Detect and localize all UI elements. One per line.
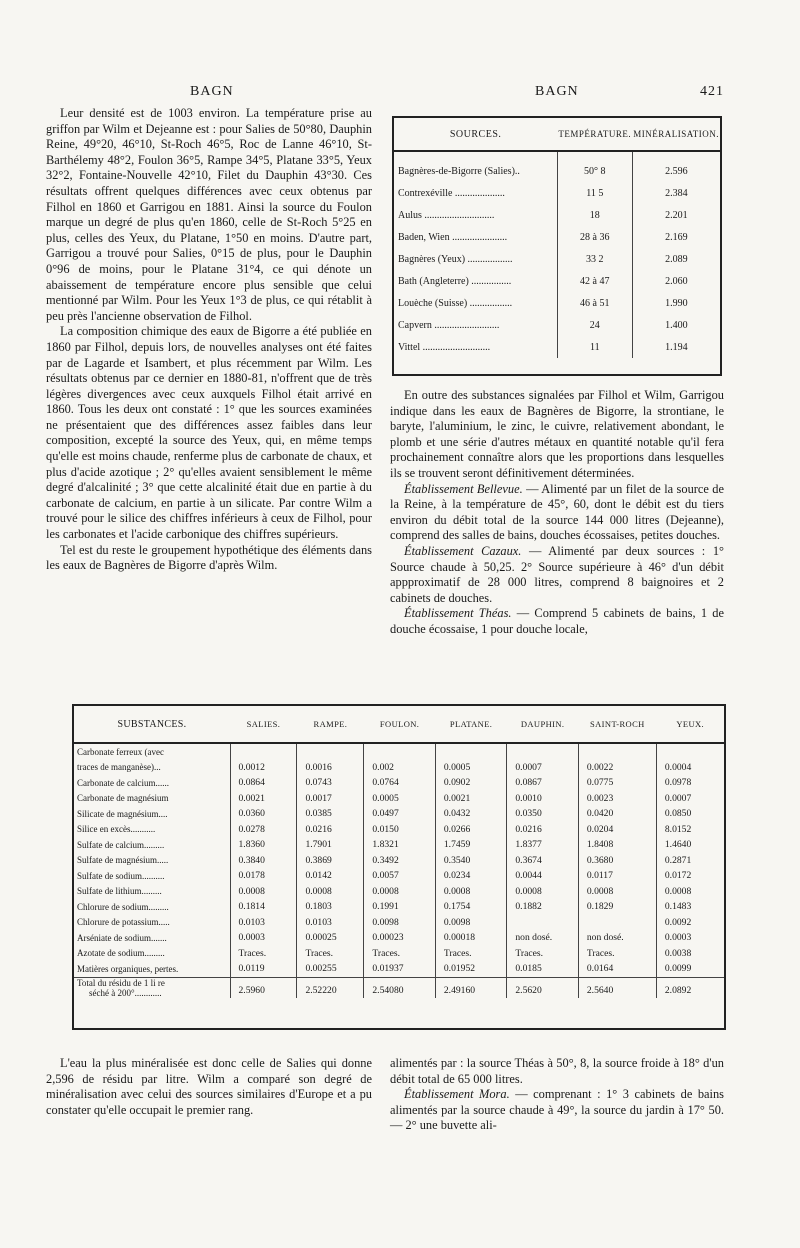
header-dauphin: DAUPHIN. <box>507 706 579 743</box>
cell-value: 0.0007 <box>656 791 724 807</box>
cell-min: 1.990 <box>632 292 720 314</box>
table-row <box>74 806 724 822</box>
cell-value: 0.0266 <box>435 822 507 838</box>
cell-value: 0.0021 <box>230 791 297 807</box>
cell-value: Traces. <box>435 946 507 962</box>
cell-temp: 11 <box>557 336 632 358</box>
header-salies: SALIES. <box>230 706 297 743</box>
cell-value: 0.0978 <box>656 775 724 791</box>
paragraph-lead: Établissement Mora. <box>404 1087 510 1102</box>
cell-value: 0.0350 <box>507 806 579 822</box>
paragraph: La composition chimique des eaux de Bigorre a été publiée en 1860 par Filhol, depuis lors, de nouvelles analyses ont été faites par de Lagarde et Isambert, et plus récemment par Wilm. Les résultats obtenus par ce dernier en 1880-81, n'offrent que de très légères divergences avec ceux auxquels Filhol était arrivé en 1860. Tous les deux ont constaté : 1° que les sources examinées ne présentaient que des différences assez faibles dans leur composition, excepté la source des Yeux, qui, en même temps qu'elle est moins chaude, renferme plus de carbonate de chaux, et plus d'acide azotique ; 2° qu'elles avaient sensiblement le même degré d'alcalinité ; 3° que cette alcalinité était due en partie à du carbonate de calcium, en partie à un silicate. Par contre Wilm a trouvé pour le silice des chiffres inférieurs à ceux de Filhol, pour les carbonates et l'acide carbonique des chiffres supérieurs. <box>46 324 372 542</box>
cell-substance: Carbonate de magnésium <box>77 793 169 804</box>
table-row <box>74 775 724 791</box>
cell-source: Bath (Angleterre) ................ <box>398 275 512 287</box>
cell-value: 0.0005 <box>435 760 507 776</box>
cell-value: 0.0117 <box>578 868 656 884</box>
cell-value: 0.0003 <box>230 930 297 946</box>
paragraph-text: — Comprend 5 cabinets de bains, 1 de douche écossaise, 1 pour douche locale, <box>390 606 724 636</box>
table-row <box>394 204 720 226</box>
header-temperature: TEMPÉRATURE. <box>557 118 632 151</box>
cell-value: 0.0278 <box>230 822 297 838</box>
cell-value <box>507 743 579 760</box>
cell-value: 0.1803 <box>297 899 364 915</box>
cell-temp: 42 à 47 <box>557 270 632 292</box>
cell-value: 0.0119 <box>230 961 297 977</box>
cell-min: 1.194 <box>632 336 720 358</box>
table-row <box>74 822 724 838</box>
cell-value: 0.0007 <box>507 760 579 776</box>
cell-value: 0.00023 <box>364 930 436 946</box>
cell-total: 2.0892 <box>656 977 724 998</box>
cell-value: 0.01952 <box>435 961 507 977</box>
cell-total: 2.5620 <box>507 977 579 998</box>
cell-temp: 50° 8 <box>557 160 632 182</box>
header-rampe: RAMPE. <box>297 706 364 743</box>
header-mineralisation: MINÉRALISATION. <box>632 118 720 151</box>
cell-substance: Azotate de sodium......... <box>77 948 165 959</box>
cell-substance: Carbonate de calcium...... <box>77 777 169 788</box>
cell-substance: Sulfate de sodium.......... <box>77 870 165 881</box>
cell-min: 2.384 <box>632 182 720 204</box>
table-row <box>394 270 720 292</box>
cell-value: 0.0216 <box>297 822 364 838</box>
cell-value: 0.0497 <box>364 806 436 822</box>
cell-value: 0.0008 <box>656 884 724 900</box>
cell-value <box>578 743 656 760</box>
cell-value: 0.0172 <box>656 868 724 884</box>
paragraph <box>390 544 724 606</box>
cell-value: 0.0420 <box>578 806 656 822</box>
cell-total: 2.49160 <box>435 977 507 998</box>
cell-value: Traces. <box>230 946 297 962</box>
cell-value: 0.0003 <box>656 930 724 946</box>
substances-table <box>72 704 726 1030</box>
cell-substance: Chlorure de potassium..... <box>77 917 170 928</box>
cell-value <box>230 743 297 760</box>
cell-min: 2.089 <box>632 248 720 270</box>
cell-value: 0.0185 <box>507 961 579 977</box>
cell-value: 0.3674 <box>507 853 579 869</box>
cell-value <box>507 915 579 931</box>
cell-substance: Arséniate de sodium....... <box>77 932 167 943</box>
cell-value: 0.0022 <box>578 760 656 776</box>
cell-value: 1.4640 <box>656 837 724 853</box>
cell-value: 0.0008 <box>435 884 507 900</box>
cell-value <box>364 743 436 760</box>
table-row <box>74 837 724 853</box>
header-sources: SOURCES. <box>394 118 557 151</box>
header-platane: PLATANE. <box>435 706 507 743</box>
cell-value: 0.0360 <box>230 806 297 822</box>
table-row <box>74 743 724 760</box>
paragraph <box>390 388 724 482</box>
cell-substance: Sulfate de calcium......... <box>77 839 165 850</box>
table-header-row <box>394 118 720 151</box>
cell-value: 0.0099 <box>656 961 724 977</box>
cell-value: 0.0038 <box>656 946 724 962</box>
cell-temp: 33 2 <box>557 248 632 270</box>
cell-value: non dosé. <box>578 930 656 946</box>
cell-value: 0.0008 <box>507 884 579 900</box>
paragraph: L'eau la plus minéralisée est donc celle de Salies qui donne 2,596 de résidu par litre. Wilm a comparé son degré de minéralisation avec celui des sources similaires d'Europe et a pu constater qu'elle occupait le premier rang. <box>46 1056 372 1117</box>
cell-value: 0.0016 <box>297 760 364 776</box>
cell-source: Bagnères-de-Bigorre (Salies).. <box>398 165 520 177</box>
paragraph-text: — Alimenté par deux sources : 1° Source chaude à 50,25. 2° Source supérieure à 46° d'un débit appproximatif de 28 000 litres, comprend 8 baignoires et 2 cabinets de douches. <box>390 543 724 605</box>
paragraph-text: — Alimenté par un filet de la source de la Reine, à la température de 45°, 60, dont le débit est du tiers environ du débit total de la source 144 000 litres (Dejeanne), comprend des salles de bains, douches écossaises, petites douches. <box>390 481 724 543</box>
cell-temp: 18 <box>557 204 632 226</box>
bottom-left-column <box>46 1056 372 1118</box>
cell-value: 0.00025 <box>297 930 364 946</box>
table-row <box>74 930 724 946</box>
cell-value: 0.0150 <box>364 822 436 838</box>
paragraph-lead: Établissement Théas. <box>404 606 512 621</box>
table-row <box>394 226 720 248</box>
cell-value <box>578 915 656 931</box>
cell-value: 1.8321 <box>364 837 436 853</box>
cell-total: 2.54080 <box>364 977 436 998</box>
table-row <box>74 884 724 900</box>
cell-value: 0.0017 <box>297 791 364 807</box>
cell-value: 0.0178 <box>230 868 297 884</box>
table-row <box>394 314 720 336</box>
running-head-left: BAGN <box>190 84 234 99</box>
table-row <box>74 915 724 931</box>
cell-substance: Chlorure de sodium......... <box>77 901 169 912</box>
cell-min: 2.596 <box>632 160 720 182</box>
cell-value: 0.0385 <box>297 806 364 822</box>
cell-source: Contrexéville .................... <box>398 187 505 199</box>
cell-value: 1.8360 <box>230 837 297 853</box>
paragraph-text: En outre des substances signalées par Filhol et Wilm, Garrigou indique dans les eaux de Bagnères de Bigorre, la strontiane, le baryte, l'aluminium, le zinc, le cuivre, relativement abondant, le plomb et une série d'autres métaux en quantité notable qu'il fera prochainement connaître alors que les proportions dans lesquelles ils se trouvent seront définitivement déterminées. <box>390 388 724 480</box>
cell-value: 0.0008 <box>230 884 297 900</box>
cell-value: 0.3840 <box>230 853 297 869</box>
paragraph: Tel est du reste le groupement hypothétique des éléments dans les eaux de Bagnères de Bigorre d'après Wilm. <box>46 542 372 573</box>
paragraph <box>390 1087 724 1134</box>
cell-value: 0.00255 <box>297 961 364 977</box>
cell-total: 2.5960 <box>230 977 297 998</box>
cell-min: 2.169 <box>632 226 720 248</box>
page-number: 421 <box>700 84 724 99</box>
cell-value: 1.8408 <box>578 837 656 853</box>
cell-value: 0.0902 <box>435 775 507 791</box>
left-column <box>46 106 372 574</box>
header-saint-roch: SAINT-ROCH <box>578 706 656 743</box>
cell-min: 2.060 <box>632 270 720 292</box>
cell-value: 0.0164 <box>578 961 656 977</box>
cell-value: Traces. <box>507 946 579 962</box>
total-label-line: Total du résidu de 1 li re <box>77 977 165 988</box>
cell-value: 0.3492 <box>364 853 436 869</box>
cell-substance: Sulfate de magnésium..... <box>77 855 169 866</box>
paragraph-text: — comprenant : 1° 3 cabinets de bains alimentés par la source chaude à 49°, la source du jardin à 17° 50. — 2° une buvette ali- <box>390 1087 724 1133</box>
header-foulon: FOULON. <box>364 706 436 743</box>
header-substances: SUBSTANCES. <box>74 706 230 743</box>
cell-value <box>656 743 724 760</box>
cell-value: 8.0152 <box>656 822 724 838</box>
table-row <box>394 292 720 314</box>
paragraph <box>390 482 724 544</box>
cell-value: 1.7459 <box>435 837 507 853</box>
paragraph: Leur densité est de 1003 environ. La température prise au griffon par Wilm et Dejeanne est : pour Salies de 50°80, Dauphin Reine, 49°20, 46°10, St-Roch 46°5, Roc de Lanne 46°10, St-Barthélemy 48°2, Foulon 36°5, Rampe 34°5, Platane 33°5, Yeux 32°2, Fontaine-Nouvelle 42°10, Filet du Dauphin 43°30. Ces résultats offrent quelques différences avec ceux obtenus par Filhol en 1860 et Garrigou en 1881. Ainsi la source du Foulon marque un degré de plus qu'en 1860, celle de St-Roch 5°25 en plus, celles des Yeux, du Platane, 1°50 en moins. D'autre part, Garrigou a trouvé pour Salies, 0°15 de plus, pour le Dauphin 0°96 de moins, pour le Platane 31°4, ce qui dénote un abaissement de température encore plus sensible que celui mentionné par Wilm. Pour les Yeux 1°3 de plus, ce qui rétablit à peu près l'ancienne observation de Filhol. <box>46 106 372 323</box>
cell-substance: Silicate de magnésium.... <box>77 808 168 819</box>
table-header-row <box>74 706 724 743</box>
cell-value: 0.1882 <box>507 899 579 915</box>
cell-value: non dosé. <box>507 930 579 946</box>
table-row <box>74 899 724 915</box>
cell-value: 0.3680 <box>578 853 656 869</box>
cell-value: 0.0098 <box>435 915 507 931</box>
cell-value: 0.1754 <box>435 899 507 915</box>
cell-value: 0.0850 <box>656 806 724 822</box>
cell-temp: 28 à 36 <box>557 226 632 248</box>
cell-value: 0.0012 <box>230 760 297 776</box>
cell-value: 0.0775 <box>578 775 656 791</box>
table-row <box>74 961 724 977</box>
cell-value: 0.0142 <box>297 868 364 884</box>
cell-value: 0.1483 <box>656 899 724 915</box>
cell-total-label <box>74 977 230 998</box>
cell-value: 0.0008 <box>297 884 364 900</box>
table-row-total <box>74 977 724 998</box>
paragraph <box>390 606 724 637</box>
cell-substance: Carbonate ferreux (avec <box>77 746 164 757</box>
cell-value: 0.0103 <box>297 915 364 931</box>
cell-value: 0.0103 <box>230 915 297 931</box>
cell-value: 0.0005 <box>364 791 436 807</box>
cell-value: 0.0432 <box>435 806 507 822</box>
table-row <box>74 791 724 807</box>
cell-value: 0.0864 <box>230 775 297 791</box>
cell-value: 0.0234 <box>435 868 507 884</box>
running-head-right: BAGN <box>535 84 579 99</box>
temperature-table <box>392 116 722 376</box>
cell-value: 0.1814 <box>230 899 297 915</box>
cell-source: Aulus ............................ <box>398 209 495 221</box>
table-row <box>74 946 724 962</box>
table-row <box>394 336 720 358</box>
cell-value: 0.2871 <box>656 853 724 869</box>
table-row <box>394 160 720 182</box>
cell-value: 0.0098 <box>364 915 436 931</box>
cell-substance: traces de manganèse)... <box>77 762 161 773</box>
cell-value: 1.7901 <box>297 837 364 853</box>
cell-substance: Silice en excès........... <box>77 824 156 835</box>
cell-source: Bagnères (Yeux) .................. <box>398 253 513 265</box>
table-row <box>394 182 720 204</box>
total-label-line: séché à 200°............ <box>89 987 162 998</box>
cell-value: 0.3869 <box>297 853 364 869</box>
paragraph-lead: Établissement Cazaux. <box>404 543 522 558</box>
cell-source: Louèche (Suisse) ................. <box>398 297 513 309</box>
cell-value: 0.0743 <box>297 775 364 791</box>
cell-total: 2.52220 <box>297 977 364 998</box>
right-column <box>390 388 724 638</box>
cell-source: Vittel ........................... <box>398 341 491 353</box>
cell-value: Traces. <box>578 946 656 962</box>
cell-value: 0.0204 <box>578 822 656 838</box>
header-yeux: YEUX. <box>656 706 724 743</box>
table-row <box>74 868 724 884</box>
cell-value: 0.1829 <box>578 899 656 915</box>
cell-temp: 11 5 <box>557 182 632 204</box>
cell-value: 1.8377 <box>507 837 579 853</box>
cell-value <box>297 743 364 760</box>
cell-value: 0.0764 <box>364 775 436 791</box>
cell-value: 0.0021 <box>435 791 507 807</box>
cell-value: 0.0057 <box>364 868 436 884</box>
cell-value: 0.1991 <box>364 899 436 915</box>
cell-source: Capvern .......................... <box>398 319 500 331</box>
bottom-right-column <box>390 1056 724 1134</box>
cell-value: 0.3540 <box>435 853 507 869</box>
cell-min: 1.400 <box>632 314 720 336</box>
cell-value: 0.00018 <box>435 930 507 946</box>
cell-total: 2.5640 <box>578 977 656 998</box>
cell-value: 0.0010 <box>507 791 579 807</box>
cell-value: Traces. <box>364 946 436 962</box>
cell-substance: Sulfate de lithium......... <box>77 886 162 897</box>
table-row <box>74 760 724 776</box>
cell-value: 0.0867 <box>507 775 579 791</box>
table-row <box>394 248 720 270</box>
cell-min: 2.201 <box>632 204 720 226</box>
paragraph: alimentés par : la source Théas à 50°, 8, la source froide à 18° d'un débit total de 65 000 litres. <box>390 1056 724 1086</box>
cell-value: 0.002 <box>364 760 436 776</box>
cell-value: Traces. <box>297 946 364 962</box>
paragraph-lead: Établissement Bellevue. <box>404 481 523 496</box>
cell-value: 0.0004 <box>656 760 724 776</box>
cell-temp: 24 <box>557 314 632 336</box>
cell-substance: Matières organiques, pertes. <box>77 963 179 974</box>
cell-value: 0.0216 <box>507 822 579 838</box>
cell-value: 0.0092 <box>656 915 724 931</box>
cell-source: Baden, Wien ...................... <box>398 231 508 243</box>
table-row <box>74 853 724 869</box>
cell-value: 0.01937 <box>364 961 436 977</box>
cell-value: 0.0044 <box>507 868 579 884</box>
cell-value <box>435 743 507 760</box>
cell-value: 0.0008 <box>578 884 656 900</box>
cell-temp: 46 à 51 <box>557 292 632 314</box>
cell-value: 0.0008 <box>364 884 436 900</box>
cell-value: 0.0023 <box>578 791 656 807</box>
